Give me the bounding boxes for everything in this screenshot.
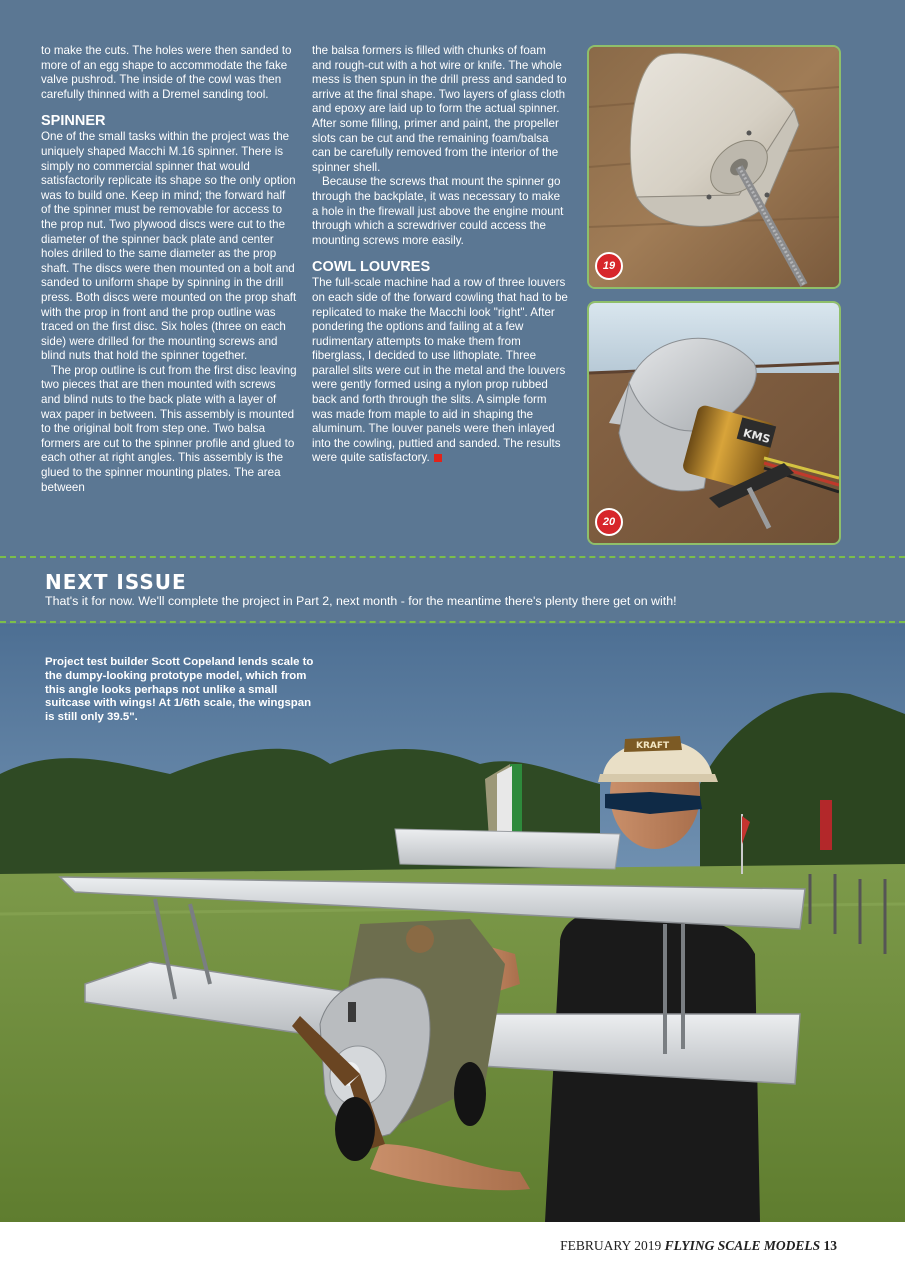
paragraph: to make the cuts. The holes were then sanded to more of an egg shape to accommodate the fake valve pushrod. The inside of the cowl was then carefully thinned with a Dremel sanding tool.	[41, 44, 292, 101]
section-heading-cowl-louvres: COWL LOUVRES	[312, 259, 431, 276]
paragraph-last	[312, 276, 568, 466]
photo-spinner-illustration	[589, 47, 839, 287]
cap-logo: KRAFT	[636, 741, 670, 751]
next-issue-heading: NEXT ISSUE	[45, 570, 187, 594]
paragraph: the balsa formers is filled with chunks of foam and rough-cut with a hot wire or knife. The whole mess is then spun in the drill press and sanded to arrive at the final shape. Two layers of glass cloth and epoxy are laid up to form the actual spinner. After some filling, primer and paint, the propeller slots can be cut and the remaining foam/balsa can be carefully removed from the interior of the spinner shell.	[312, 44, 567, 174]
paragraph: Because the screws that mount the spinner go through the backplate, it was necessary to make a hole in the firewall just above the engine mount through which a screwdriver could access the mounting screws more easily.	[312, 175, 564, 247]
paragraph-text: The full-scale machine had a row of three louvers on each side of the forward cowling that had to be replicated to make the Macchi look "right". After pondering the options and failing at a few rudimentary attempts to make them from fiberglass, I decided to use lithoplate. Three parallel slits were cut in the metal and the louvers were gently formed using a nylon prop rubbed back and forth through the slits. A simple form was made from maple to aid in shaping the aluminum. The louver panels were then inlayed into the cowling, puttied and sanded. The results were quite satisfactory.	[312, 276, 568, 465]
figure-number-badge: 20	[595, 508, 623, 536]
figure-number-badge: 19	[595, 252, 623, 280]
end-of-article-mark	[434, 454, 442, 462]
section-divider	[0, 556, 905, 558]
page-number: 13	[823, 1238, 837, 1253]
section-divider	[0, 621, 905, 623]
article-column-1	[41, 44, 297, 495]
paragraph: One of the small tasks within the project was the uniquely shaped Macchi M.16 spinner. There is simply no commercial spinner that would satisfactorily replicate its shape so the only option was to build one. Keep in mind; the forward half of the spinner must be removable for access to the prop nut. Two plywood discs were cut to the diameter of the spinner back plate and center holes drilled to the same diameter as the prop shaft. The discs were then mounted on a bolt and sanded to uniform shape by spinning in the drill press. Both discs were mounted on the prop shaft with the prop in front and the prop outline was traced on the first disc. Six holes (three on each side) were drilled for the mounting screws and blind nuts that hold the spinner together.	[41, 130, 297, 363]
next-issue-text: That's it for now. We'll complete the project in Part 2, next month - for the meantime there's plenty there get on with!	[45, 594, 677, 608]
photo-motor-illustration	[589, 303, 839, 543]
section-heading-spinner: SPINNER	[41, 113, 106, 130]
magazine-name: FLYING SCALE MODELS	[664, 1238, 821, 1253]
article-column-2	[312, 44, 568, 466]
motor-brand-label: KMS	[741, 426, 772, 447]
page-folio	[560, 1238, 837, 1254]
issue-date: FEBRUARY 2019	[560, 1238, 662, 1253]
photo-spinner-on-rod	[587, 45, 841, 289]
photo-spinner-and-motor	[587, 301, 841, 545]
paragraph: The prop outline is cut from the first disc leaving two pieces that are then mounted with screws and blind nuts to the back plate with a layer of wax paper in between. This assembly is mounted to the original bolt from step one. Two balsa formers are cut to the spinner profile and glued to each other at right angles. This assembly is the glued to the spinner mounting plates. The area between	[41, 363, 297, 494]
hero-photo-caption: Project test builder Scott Copeland lends scale to the dumpy-looking prototype model, which from this angle looks perhaps not unlike a small suitcase with wings! At 1/6th scale, the wingspan is still only 39.5".	[45, 656, 314, 724]
